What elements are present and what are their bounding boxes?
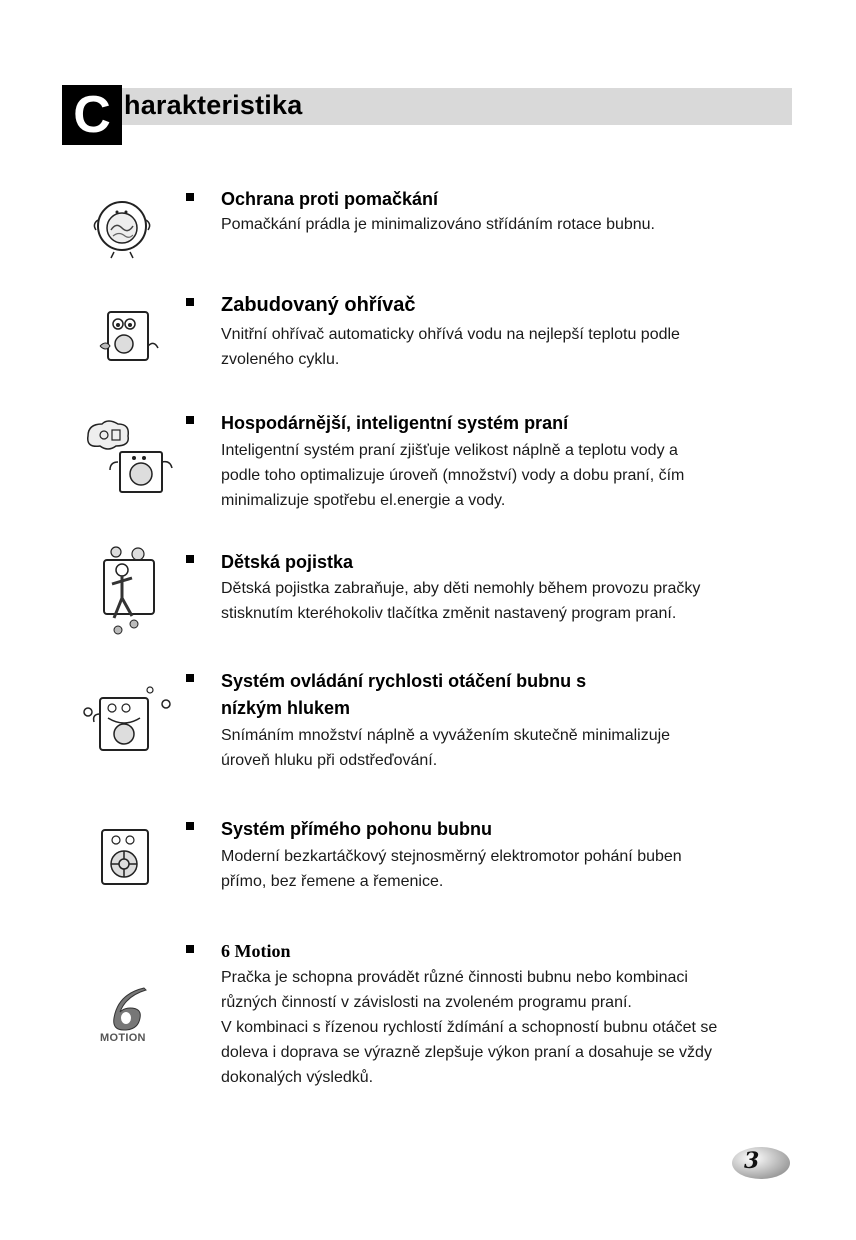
feature-body-line: Pračka je schopna provádět různé činnosti bubnu nebo kombinaci <box>221 969 688 986</box>
child-lock-icon <box>98 544 162 638</box>
feature-title: Zabudovaný ohřívač <box>221 294 416 316</box>
six-motion-logo-text: MOTION <box>100 1032 146 1044</box>
feature-title: Systém přímého pohonu bubnu <box>221 819 492 839</box>
six-motion-logo-icon <box>104 984 154 1032</box>
page-number-badge <box>730 1144 792 1182</box>
low-noise-washer-icon <box>80 684 174 754</box>
heater-washer-icon <box>96 306 160 368</box>
feature-body-line: Pomačkání prádla je minimalizováno střídáním rotace bubnu. <box>221 216 655 233</box>
feature-body-line: přímo, bez řemene a řemenice. <box>221 873 444 890</box>
feature-body-line: Dětská pojistka zabraňuje, aby děti nemohly během provozu pračky <box>221 580 701 597</box>
feature-body-line: V kombinaci s řízenou rychlostí ždímání a schopností bubnu otáčet se <box>221 1019 718 1036</box>
feature-body-line: zvoleného cyklu. <box>221 351 340 368</box>
feature-body-line: stisknutím kteréhokoliv tlačítka změnit nastavený program praní. <box>221 605 677 622</box>
feature-title: Dětská pojistka <box>221 552 354 572</box>
anti-crease-washer-icon <box>86 190 158 262</box>
bullet-marker <box>186 555 194 563</box>
feature-body-line: Inteligentní systém praní zjišťuje velikost náplně a teplotu vody a <box>221 442 678 459</box>
feature-body-line: podle toho optimalizuje úroveň (množství) vody a dobu praní, čím <box>221 467 685 484</box>
bullet-marker <box>186 416 194 424</box>
bullet-marker <box>186 298 194 306</box>
bullet-marker <box>186 945 194 953</box>
page-title: harakteristika <box>124 90 303 120</box>
bullet-marker <box>186 822 194 830</box>
feature-body-line: doleva i doprava se výrazně zlepšuje výkon praní a dosahuje se vždy <box>221 1044 712 1061</box>
feature-body-line: Moderní bezkartáčkový stejnosměrný elektromotor pohání buben <box>221 848 682 865</box>
feature-title: Ochrana proti pomačkání <box>221 189 439 209</box>
feature-body-line: Vnitřní ohřívač automaticky ohřívá vodu na nejlepší teplotu podle <box>221 326 680 343</box>
smart-washer-icon <box>82 418 178 496</box>
feature-title: nízkým hlukem <box>221 698 351 718</box>
feature-body-line: dokonalých výsledků. <box>221 1069 374 1086</box>
feature-title: 6 Motion <box>221 941 291 961</box>
header-initial-letter: C <box>62 85 122 145</box>
feature-title: Systém ovládání rychlosti otáčení bubnu s <box>221 671 587 691</box>
bullet-marker <box>186 193 194 201</box>
bullet-marker <box>186 674 194 682</box>
feature-body-line: minimalizuje spotřebu el.energie a vody. <box>221 492 506 509</box>
feature-body-line: různých činností v závislosti na zvoleném programu praní. <box>221 994 632 1011</box>
feature-body-line: Snímáním množství náplně a vyvážením skutečně minimalizuje <box>221 727 671 744</box>
feature-body-line: úroveň hluku při odstřeďování. <box>221 752 438 769</box>
direct-drive-washer-icon <box>94 826 156 888</box>
page-number: 3 <box>744 1148 760 1174</box>
feature-title: Hospodárnější, inteligentní systém praní <box>221 413 569 433</box>
